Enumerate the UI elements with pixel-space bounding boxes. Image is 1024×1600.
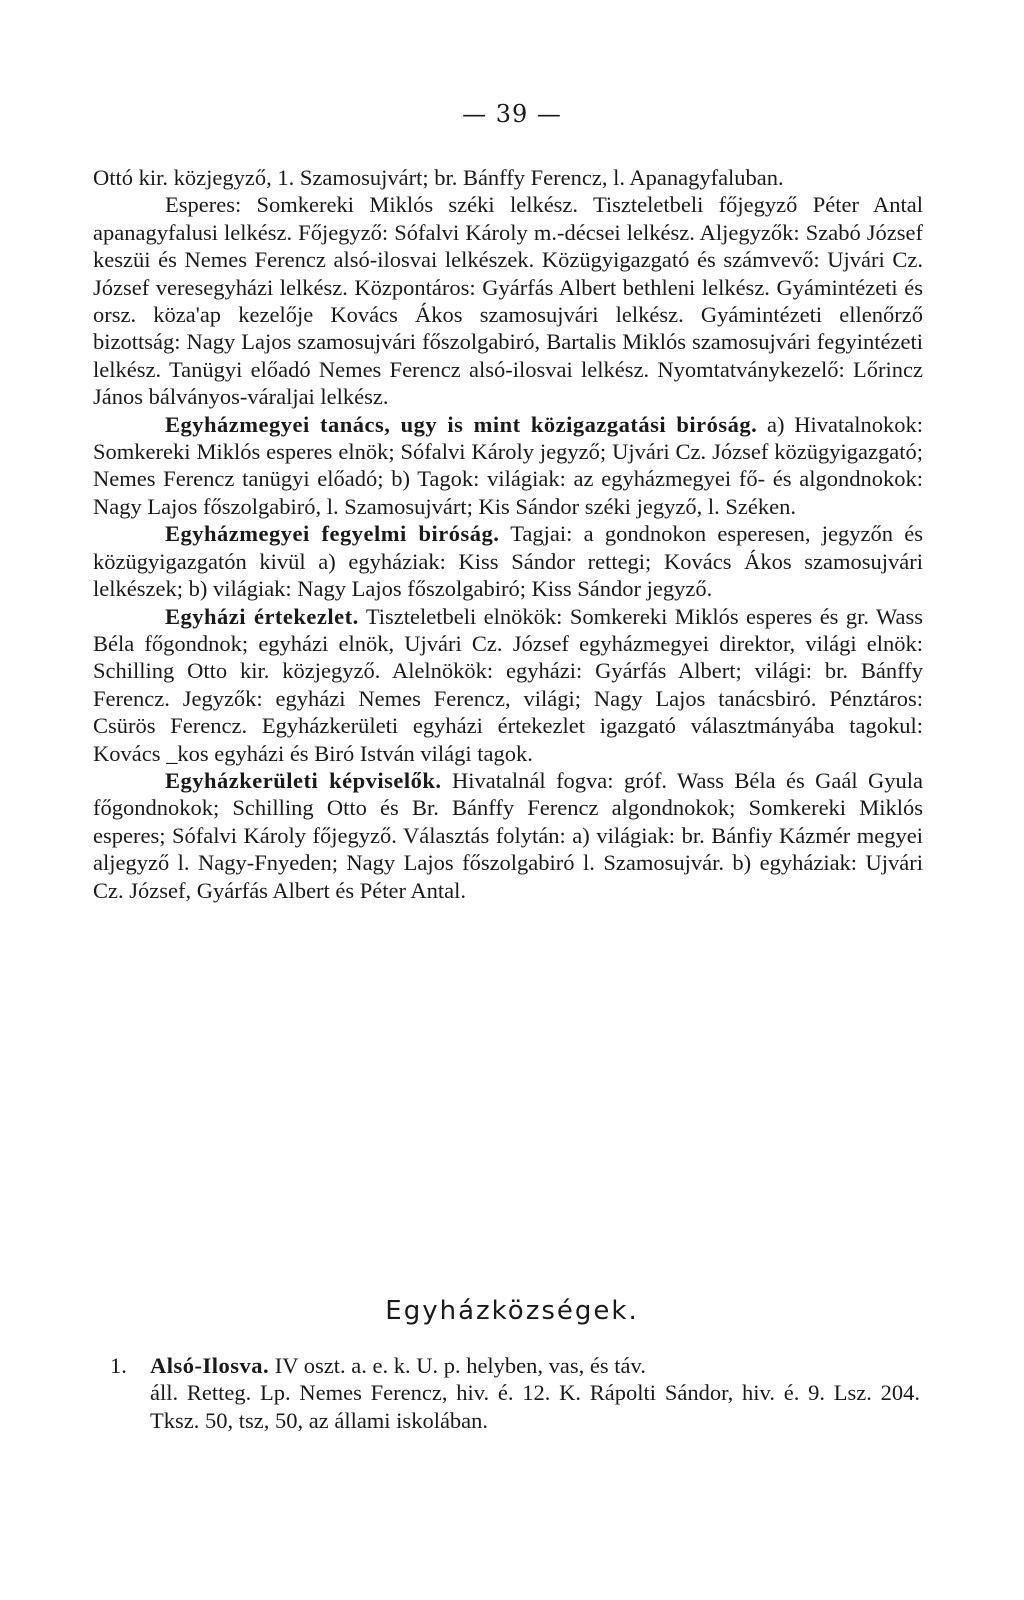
representatives-text: Hivatalnál fogva: gróf. Wass Béla és Gaál Gyula főgondnokok; Schilling Otto és Br. Bánffy Ferencz algondnokok; Somkereki Miklós esperes; Sófalvi Károly főjegyző. Választás folytán: a) világiak: br. Bánfiy Kázmér megyei aljegyző l. Nagy-Fnyeden; Nagy Lajos főszolgabiró l. Szamosujvár. b) egyháziak: Ujvári Cz. József, Gyárfás Albert és Péter Antal. [93, 767, 924, 903]
council-paragraph [93, 411, 923, 521]
body-text [93, 164, 923, 904]
parish-entry-name: Alsó-Ilosva. [150, 1353, 270, 1378]
representatives-heading: Egyházkerületi képviselők. [165, 767, 442, 793]
officers-paragraph: Esperes: Somkereki Miklós széki lelkész. Tiszteletbeli főjegyző Péter Antal apanagyfalusi lelkész. Főjegyző: Sófalvi Károly m.-décsei lelkész. Aljegyzők: Szabó József keszüi és Nemes Ferencz alsó-ilosvai lelkészek. Közügyigazgató és számvevő: Ujvári Cz. József veresegyházi lelkész. Központáros: Gyárfás Albert bethleni lelkész. Gyámintézeti és orsz. köza'ap kezelője Kovács Ákos szamosujvári lelkész. Gyámintézeti ellenőrző bizottság: Nagy Lajos szamosujvári főszolgabiró, Bartalis Miklós szamosujvári fegyintézeti lelkész. Tanügyi előadó Nemes Ferencz alsó-ilosvai lelkész. Nyomtatványkezelő: Lőrincz János bálványos-váraljai lelkész. [93, 192, 923, 410]
representatives-paragraph [93, 767, 923, 904]
page-number: — 39 — [462, 100, 562, 128]
discipline-text: Tagjai: a gondnokon esperesen, jegyzőn és közügyigazgatón kivül a) egyháziak: Kiss Sándor rettegi; Kovács Ákos szamosujvári lelkészek; b) világiak: Nagy Lajos főszolgabiró; Kiss Sándor jegyző. [93, 521, 924, 602]
parish-entry-number: 1. [110, 1353, 127, 1378]
discipline-paragraph [93, 520, 923, 602]
conference-text: Tiszteletbeli elnökök: Somkereki Miklós esperes és gr. Wass Béla főgondnok; egyházi elnök, Ujvári Cz. József egyházmegyei direktor, világi elnök: Schilling Otto kir. közjegyző. Alelnökök: egyházi: Gyárfás Albert; világi: br. Bánffy Ferencz. Jegyzők: egyházi Nemes Ferencz, világi; Nagy Lajos tanácsbiró. Pénztáros: Csürös Ferencz. Egyházkerületi egyházi értekezlet igazgató választmányába tagokul: Kovács _kos egyházi és Biró István világi tagok. [93, 603, 923, 766]
discipline-heading: Egyházmegyei fegyelmi biróság. [165, 521, 500, 547]
section-title: Egyházközségek. [385, 1296, 639, 1326]
intro-paragraph: Ottó kir. közjegyző, 1. Szamosujvárt; br. Bánffy Ferencz, l. Apanagyfaluban. [93, 165, 784, 190]
parish-entry-text-rest: áll. Retteg. Lp. Nemes Ferencz, hiv. é. 12. K. Rápolti Sándor, hiv. é. 9. Lsz. 204. Tksz. 50, tsz, 50, az állami iskolában. [150, 1380, 920, 1433]
council-text: a) Hivatalnokok: Somkereki Miklós esperes elnök; Sófalvi Károly jegyző; Ujvári Cz. József közügyigazgató; Nemes Ferencz tanügyi előadó; b) Tagok: világiak: az egyházmegyei fő- és algondnokok: Nagy Lajos főszolgabiró, l. Szamosujvárt; Kis Sándor széki jegyző, l. Széken. [93, 411, 923, 519]
parish-entry [110, 1352, 920, 1434]
parish-entry-first-line [110, 1352, 920, 1379]
parish-entry-text-first: IV oszt. a. e. k. U. p. helyben, vas, és táv. [274, 1353, 646, 1378]
conference-heading: Egyházi értekezlet. [165, 603, 359, 629]
conference-paragraph [93, 603, 923, 767]
council-heading: Egyházmegyei tanács, ugy is mint közigazgatási biróság. [165, 411, 758, 437]
